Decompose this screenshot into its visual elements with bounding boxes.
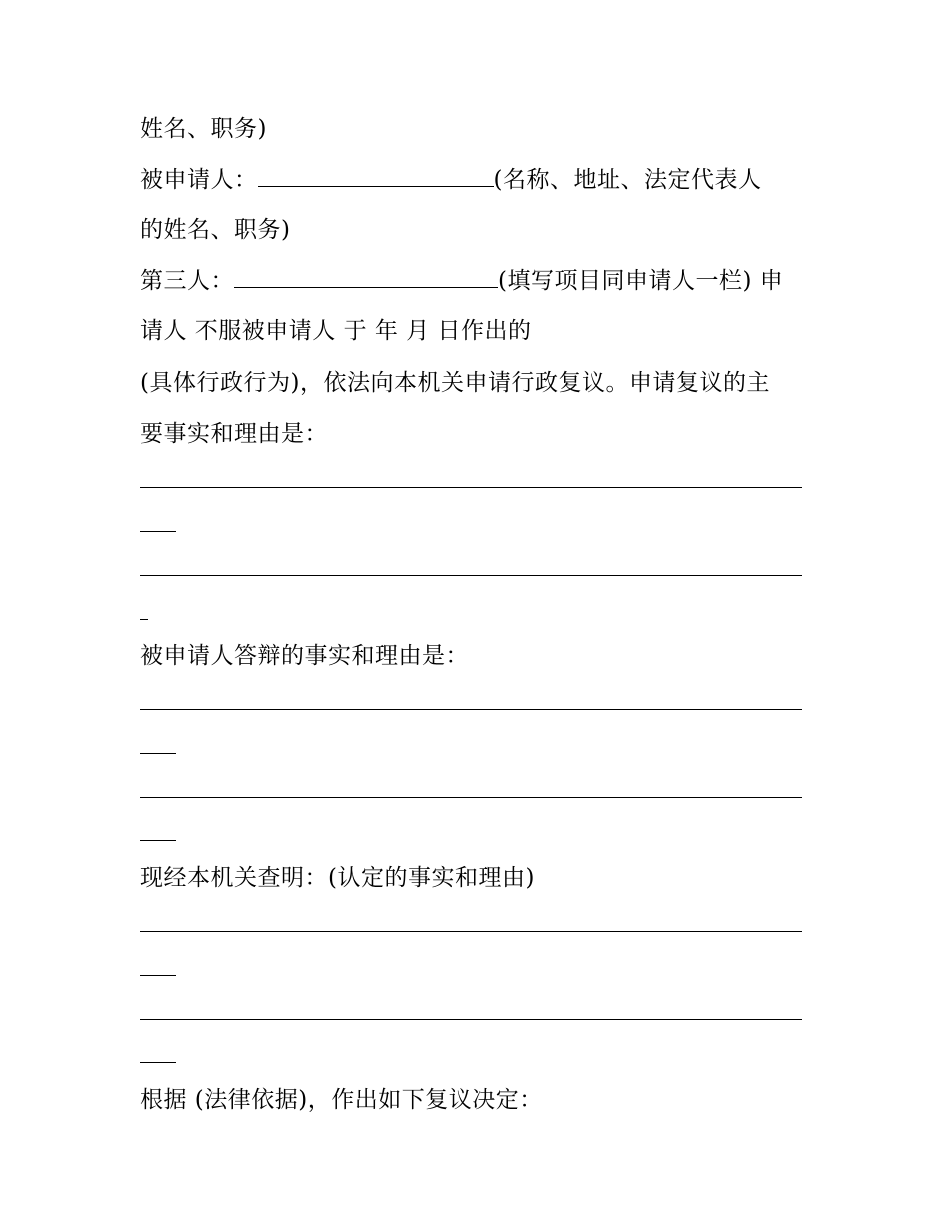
admin-act-line <box>140 367 810 399</box>
findings-blank-1-tail[interactable] <box>140 975 176 976</box>
facts-heading-text: 要事实和理由是： <box>140 421 328 447</box>
defense-blank-1-tail[interactable] <box>140 753 176 754</box>
facts-blank-1-tail[interactable] <box>140 531 176 532</box>
facts-blank-1[interactable] <box>140 487 802 488</box>
respondent-continuation-text: 的姓名、职务) <box>140 217 291 243</box>
defense-blank-2-tail[interactable] <box>140 840 176 841</box>
findings-heading-text: 现经本机关查明：(认定的事实和理由) <box>140 865 535 891</box>
findings-blank-2-tail[interactable] <box>140 1062 176 1063</box>
facts-heading <box>140 418 810 450</box>
third-party-line <box>140 265 810 297</box>
respondent-label: 被申请人： <box>140 167 258 193</box>
third-party-blank[interactable] <box>234 265 498 288</box>
facts-blank-2[interactable] <box>140 575 802 576</box>
third-party-label: 第三人： <box>140 268 234 294</box>
respondent-line <box>140 164 810 196</box>
respondent-blank[interactable] <box>258 164 494 187</box>
defense-blank-1[interactable] <box>140 709 802 710</box>
third-party-hint: (填写项目同申请人一栏) 申 <box>498 268 784 294</box>
findings-blank-2[interactable] <box>140 1019 802 1020</box>
findings-blank-1[interactable] <box>140 931 802 932</box>
respondent-continuation <box>140 214 810 246</box>
decision-heading <box>140 1084 810 1116</box>
facts-blank-2-tail[interactable] <box>140 619 148 620</box>
applicant-dispute-line <box>140 315 810 347</box>
findings-heading <box>140 862 810 894</box>
respondent-hint: (名称、地址、法定代表人 <box>493 167 762 193</box>
defense-heading <box>140 640 810 672</box>
applicant-continuation <box>140 113 810 145</box>
decision-heading-text: 根据 (法律依据)，作出如下复议决定： <box>140 1087 543 1113</box>
applicant-continuation-text: 姓名、职务) <box>140 116 267 142</box>
applicant-dispute-text: 请人 不服被申请人 于 年 月 日作出的 <box>140 318 532 344</box>
defense-blank-2[interactable] <box>140 797 802 798</box>
admin-act-text: (具体行政行为)，依法向本机关申请行政复议。申请复议的主 <box>140 370 770 396</box>
defense-heading-text: 被申请人答辩的事实和理由是： <box>140 643 469 669</box>
